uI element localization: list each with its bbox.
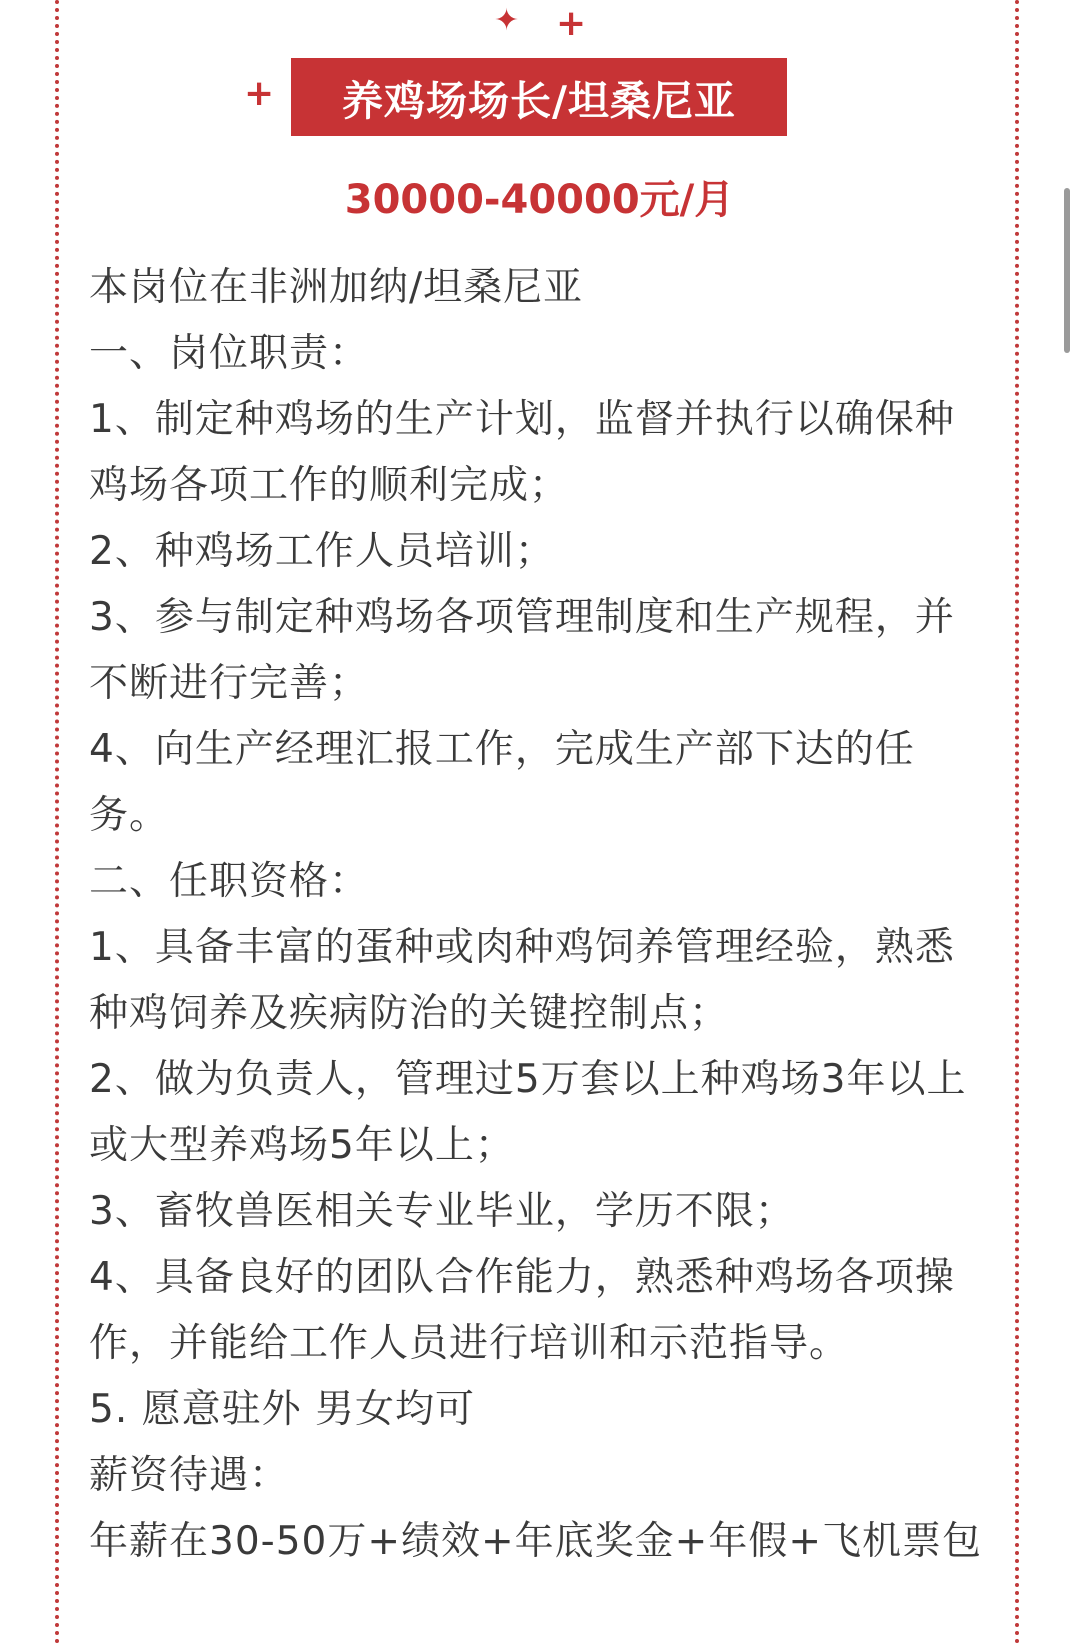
plus-decoration-icon: + xyxy=(556,3,587,44)
benefits-heading: 薪资待遇： xyxy=(89,1453,290,1498)
qualification-item: 1、具备丰富的蛋种或肉种鸡饲养管理经验，熟悉种鸡饲养及疾病防治的关键控制点； xyxy=(89,925,955,1036)
qualification-item: 4、具备良好的团队合作能力，熟悉种鸡场各项操作，并能给工作人员进行培训和示范指导。 xyxy=(89,1255,955,1366)
left-dotted-border xyxy=(55,0,59,1645)
plus-decoration-left-icon: + xyxy=(244,73,275,114)
qualification-item: 5. 愿意驻外 男女均可 xyxy=(89,1387,476,1432)
duty-item: 1、制定种鸡场的生产计划，监督并执行以确保种鸡场各项工作的顺利完成； xyxy=(89,397,955,508)
qualification-item: 2、做为负责人，管理过5万套以上种鸡场3年以上或大型养鸡场5年以上； xyxy=(89,1057,967,1168)
location-text: 本岗位在非洲加纳/坦桑尼亚 xyxy=(89,265,584,310)
qualification-item: 3、畜牧兽医相关专业毕业，学历不限； xyxy=(89,1189,795,1234)
duty-item: 3、参与制定种鸡场各项管理制度和生产规程，并不断进行完善； xyxy=(89,595,955,706)
duty-item: 4、向生产经理汇报工作，完成生产部下达的任务。 xyxy=(89,727,915,838)
salary-range: 30000-40000元/月 xyxy=(344,177,735,223)
job-title: 养鸡场场长/坦桑尼亚 xyxy=(342,76,736,125)
duties-heading: 一、岗位职责： xyxy=(89,331,370,376)
duty-item: 2、种鸡场工作人员培训； xyxy=(89,529,555,574)
job-title-banner xyxy=(291,58,787,136)
qualifications-heading: 二、任职资格： xyxy=(89,859,370,904)
star-decoration-icon: ✦ xyxy=(494,3,520,38)
job-description xyxy=(89,255,994,1575)
right-dotted-border xyxy=(1015,0,1019,1645)
benefits-text: 年薪在30-50万+绩效+年底奖金+年假+飞机票包 xyxy=(89,1519,983,1564)
